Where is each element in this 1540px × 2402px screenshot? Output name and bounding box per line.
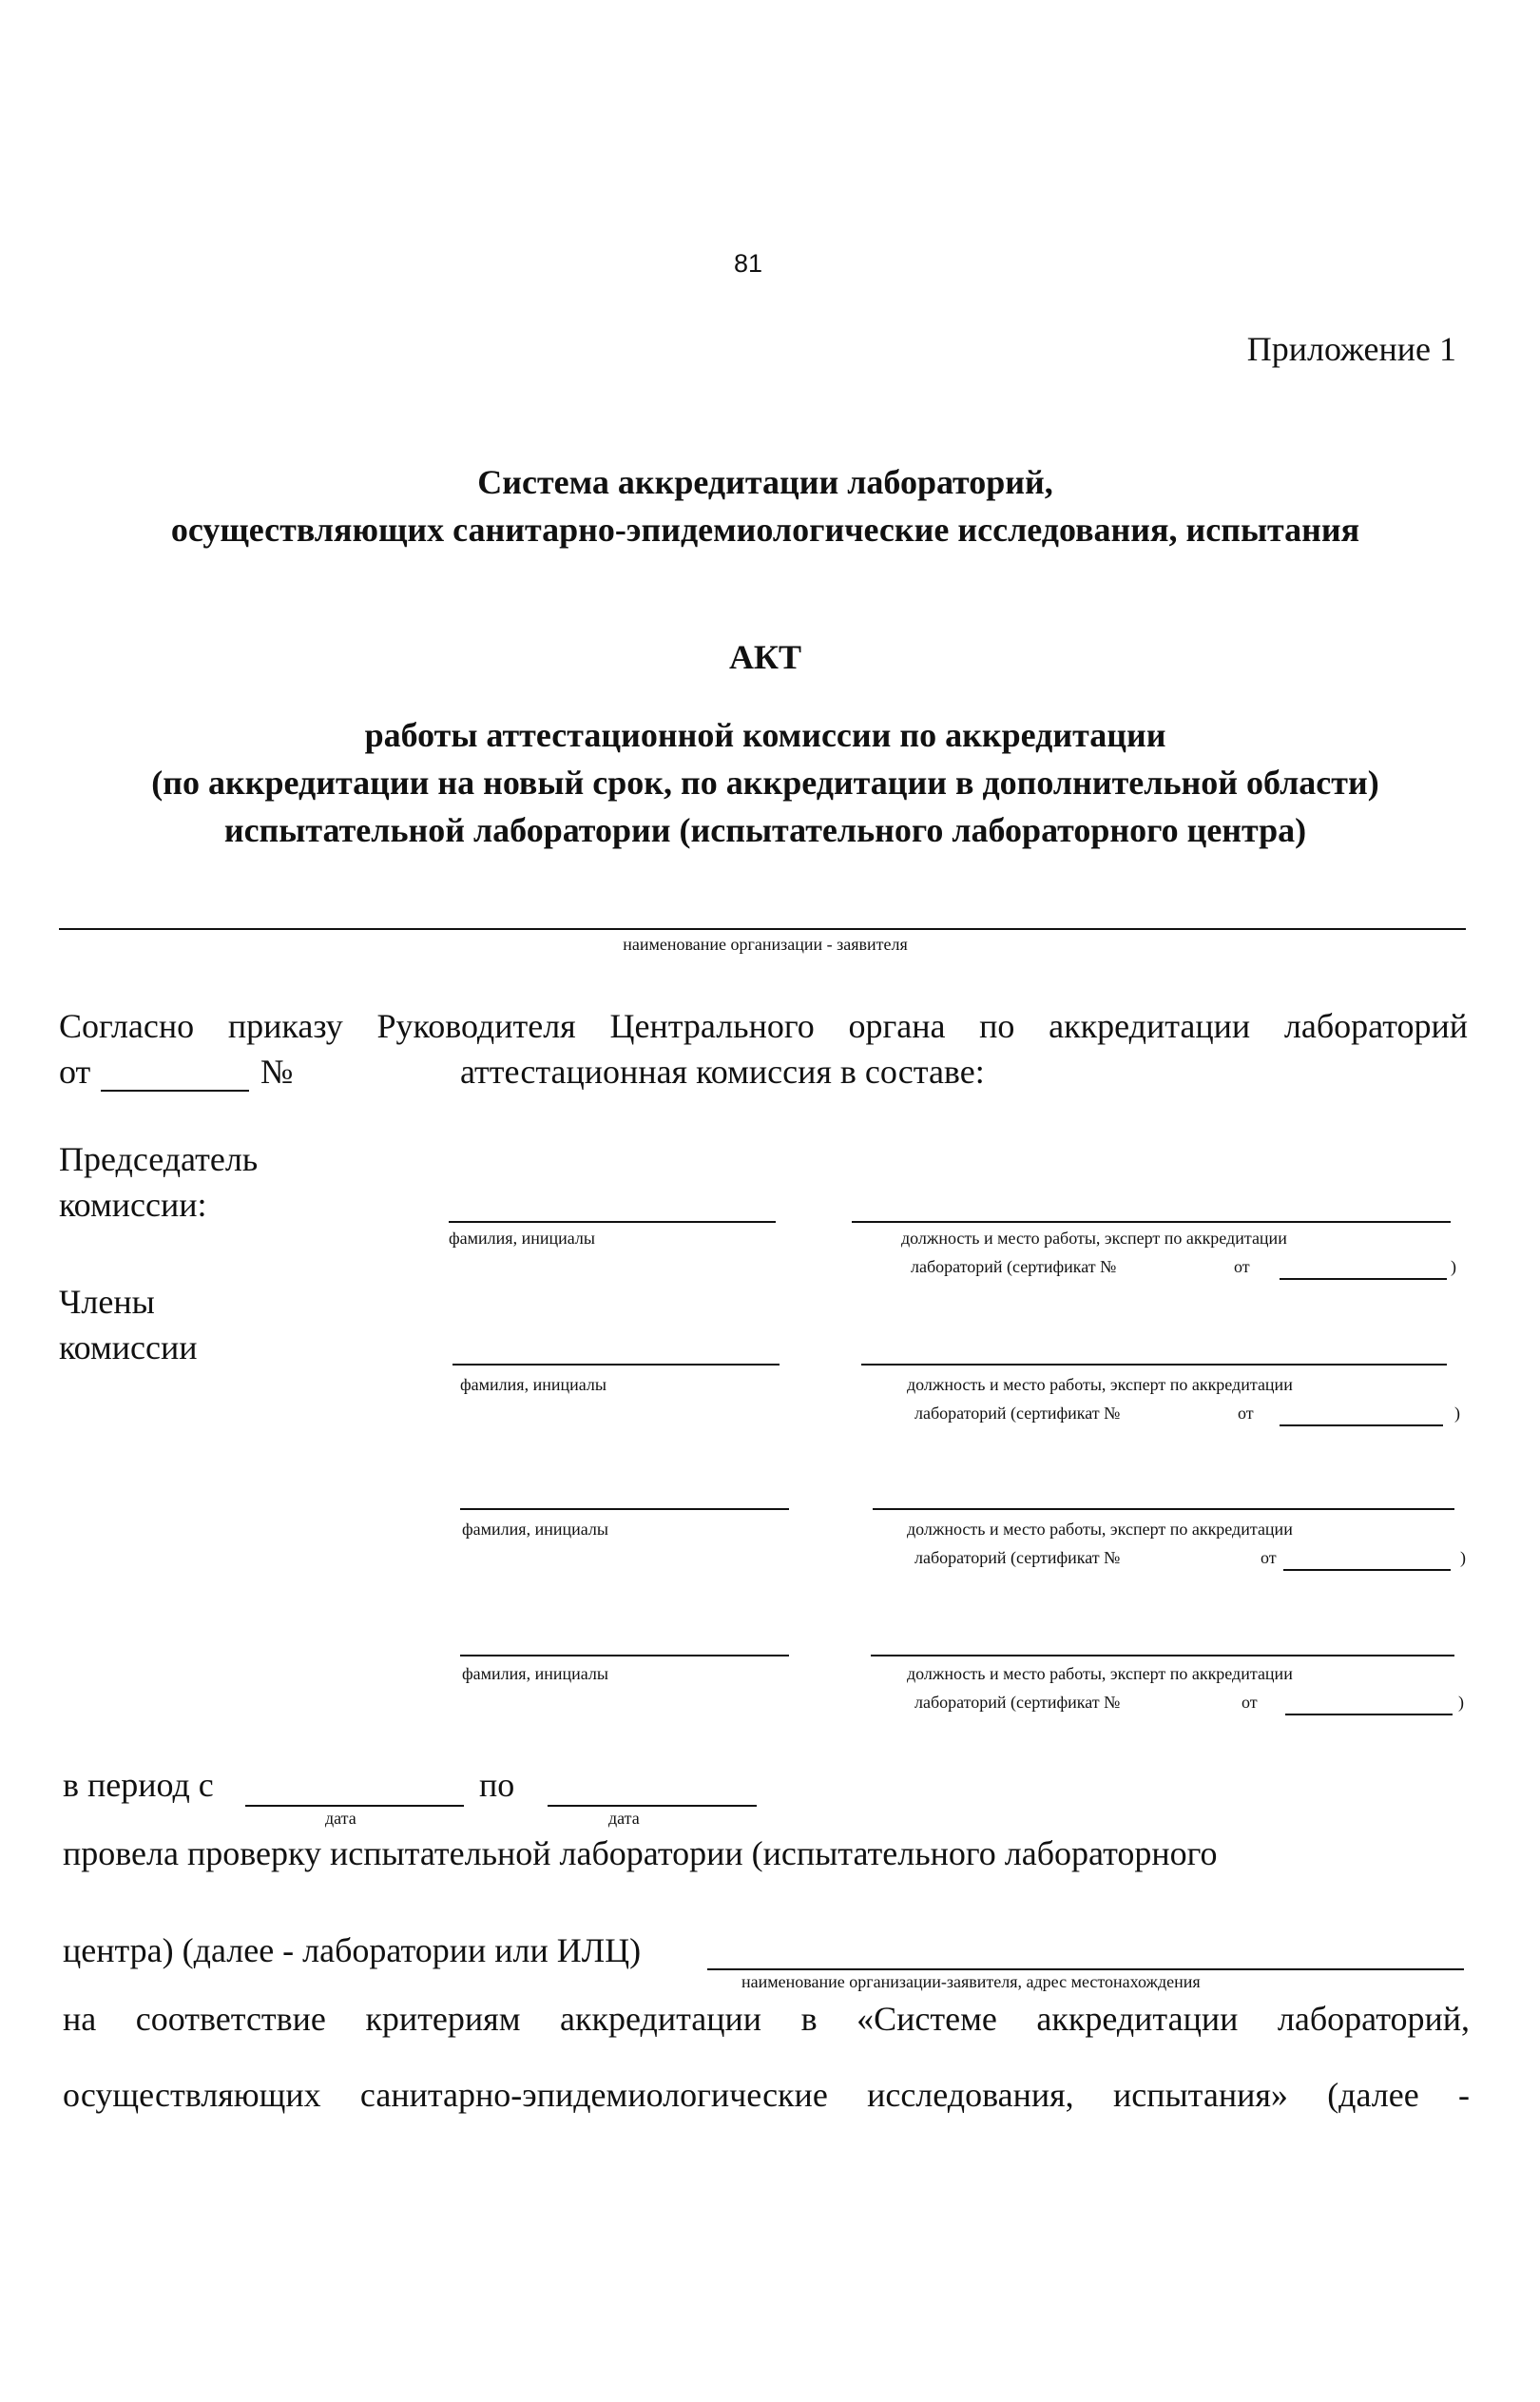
order-line-1: Согласно приказу Руководителя Центрального органа по аккредитации лабораторий [59,1007,1468,1045]
member-1-position-line [861,1364,1447,1366]
subtitle-line-2: (по аккредитации на новый срок, по аккредитации в дополнительной области) [151,764,1379,802]
body-line-3: на соответствие критериям аккредитации в «Системе аккредитации лабораторий, [63,2000,1470,2038]
period-start-date-caption: дата [325,1809,356,1828]
member-2-position-caption-1: должность и место работы, эксперт по аккредитации [907,1520,1293,1539]
member-1-cert-date-line [1280,1424,1443,1426]
header-line-2: осуществляющих санитарно-эпидемиологические исследования, испытания [170,511,1360,549]
member-1-name-line [452,1364,780,1366]
chairman-name-caption: фамилия, инициалы [449,1229,595,1248]
member-3-cert-close: ) [1458,1693,1464,1712]
chairman-cert-close: ) [1451,1257,1456,1276]
order-line-2: аттестационная комиссия в составе: [460,1053,985,1091]
order-date-blank [101,1090,249,1092]
act-title: АКТ [728,638,802,676]
appendix-label: Приложение 1 [1246,330,1456,368]
organization-name-line [59,928,1466,930]
member-1-cert-from: от [1238,1404,1254,1423]
period-end-date-line [548,1805,757,1807]
subtitle-line-3: испытательной лаборатории (испытательного лабораторного центра) [223,811,1307,849]
period-end-date-caption: дата [608,1809,640,1828]
chairman-position-line [852,1221,1451,1223]
period-prefix: в период с [63,1766,214,1804]
page-number: 81 [734,249,763,278]
member-2-cert-from: от [1261,1548,1277,1567]
header-line-1: Система аккредитации лабораторий, [477,463,1053,501]
chairman-position-caption-1: должность и место работы, эксперт по аккредитации [901,1229,1287,1248]
chairman-label-line-1: Председатель [59,1140,259,1178]
member-3-name-caption: фамилия, инициалы [462,1664,608,1683]
member-3-name-line [460,1655,789,1656]
members-label-line-1: Члены [59,1283,155,1321]
member-2-name-line [460,1508,789,1510]
member-3-position-line [871,1655,1454,1656]
chairman-name-line [449,1221,776,1223]
member-1-position-caption-2: лабораторий (сертификат № [914,1404,1121,1423]
period-start-date-line [245,1805,464,1807]
order-number-sign: № [260,1053,294,1091]
lab-name-address-line [707,1968,1464,1970]
chairman-cert-date-line [1280,1278,1447,1280]
member-2-name-caption: фамилия, инициалы [462,1520,608,1539]
order-from: от [59,1053,91,1091]
member-3-cert-from: от [1242,1693,1258,1712]
chairman-cert-from: от [1234,1257,1250,1276]
member-2-position-caption-2: лабораторий (сертификат № [914,1548,1121,1567]
chairman-label-line-2: комиссии: [59,1186,207,1224]
chairman-position-caption-2: лабораторий (сертификат № [911,1257,1117,1276]
member-2-cert-date-line [1283,1569,1451,1571]
member-1-cert-close: ) [1454,1404,1460,1423]
lab-name-address-caption: наименование организации-заявителя, адрес местонахождения [741,1972,1201,1991]
body-line-1: провела проверку испытательной лаборатории (испытательного лабораторного [63,1834,1218,1872]
member-3-cert-date-line [1285,1714,1453,1715]
member-2-cert-close: ) [1460,1548,1466,1567]
organization-caption: наименование организации - заявителя [623,935,908,954]
member-2-position-line [873,1508,1454,1510]
member-1-position-caption-1: должность и место работы, эксперт по аккредитации [907,1375,1293,1394]
members-label-line-2: комиссии [59,1328,198,1366]
subtitle-line-1: работы аттестационной комиссии по аккредитации [364,716,1166,754]
member-3-position-caption-1: должность и место работы, эксперт по аккредитации [907,1664,1293,1683]
period-to: по [479,1766,515,1804]
member-1-name-caption: фамилия, инициалы [460,1375,606,1394]
body-line-4: осуществляющих санитарно-эпидемиологические исследования, испытания» (далее - [63,2076,1470,2114]
body-line-2: центра) (далее - лаборатории или ИЛЦ) [63,1931,642,1969]
member-3-position-caption-2: лабораторий (сертификат № [914,1693,1121,1712]
